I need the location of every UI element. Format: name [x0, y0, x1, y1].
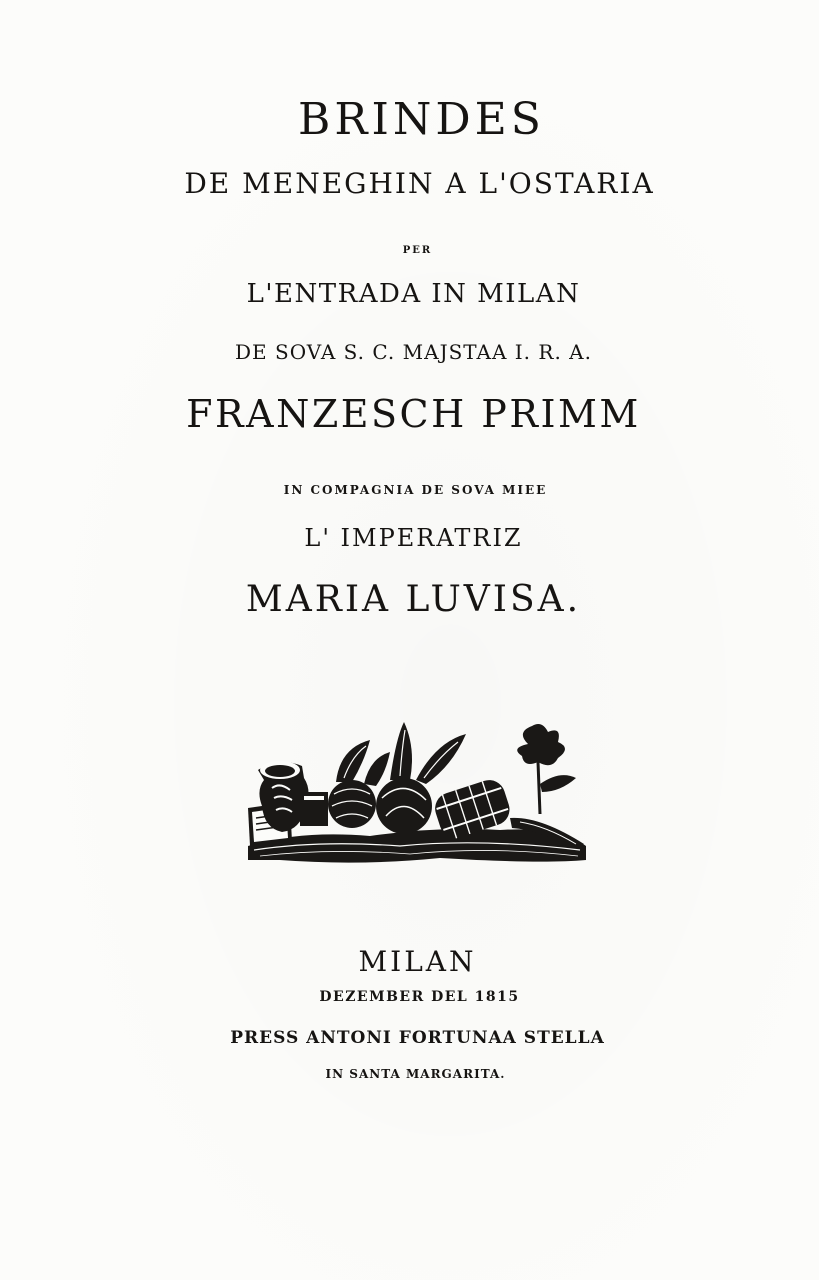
imprint-printer: PRESS ANTONI FORTUNAA STELLA: [230, 1028, 605, 1048]
imprint-place: MILAN: [358, 945, 477, 978]
subtitle-imperatriz: L' IMPERATRIZ: [304, 524, 523, 552]
imprint-address: IN SANTA MARGARITA.: [325, 1067, 506, 1081]
show-through: [240, 205, 247, 226]
book-title: BRINDES: [298, 94, 545, 145]
empress-name: MARIA LUVISA.: [245, 579, 582, 620]
subtitle-majestaa: DE SOVA S. C. MAJSTAA I. R. A.: [235, 340, 592, 364]
emperor-name: FRANZESCH PRIMM: [186, 392, 641, 436]
subtitle-line: DE MENEGHIN A L'OSTARIA: [184, 167, 655, 200]
imprint-date: DEZEMBER DEL 1815: [319, 989, 520, 1005]
still-life-woodcut-icon: [240, 718, 592, 868]
subtitle-entrada: L'ENTRADA IN MILAN: [246, 279, 581, 309]
subtitle-per: PER: [402, 245, 433, 256]
subtitle-compagnia: IN COMPAGNIA DE SOVA MIEE: [283, 483, 548, 497]
